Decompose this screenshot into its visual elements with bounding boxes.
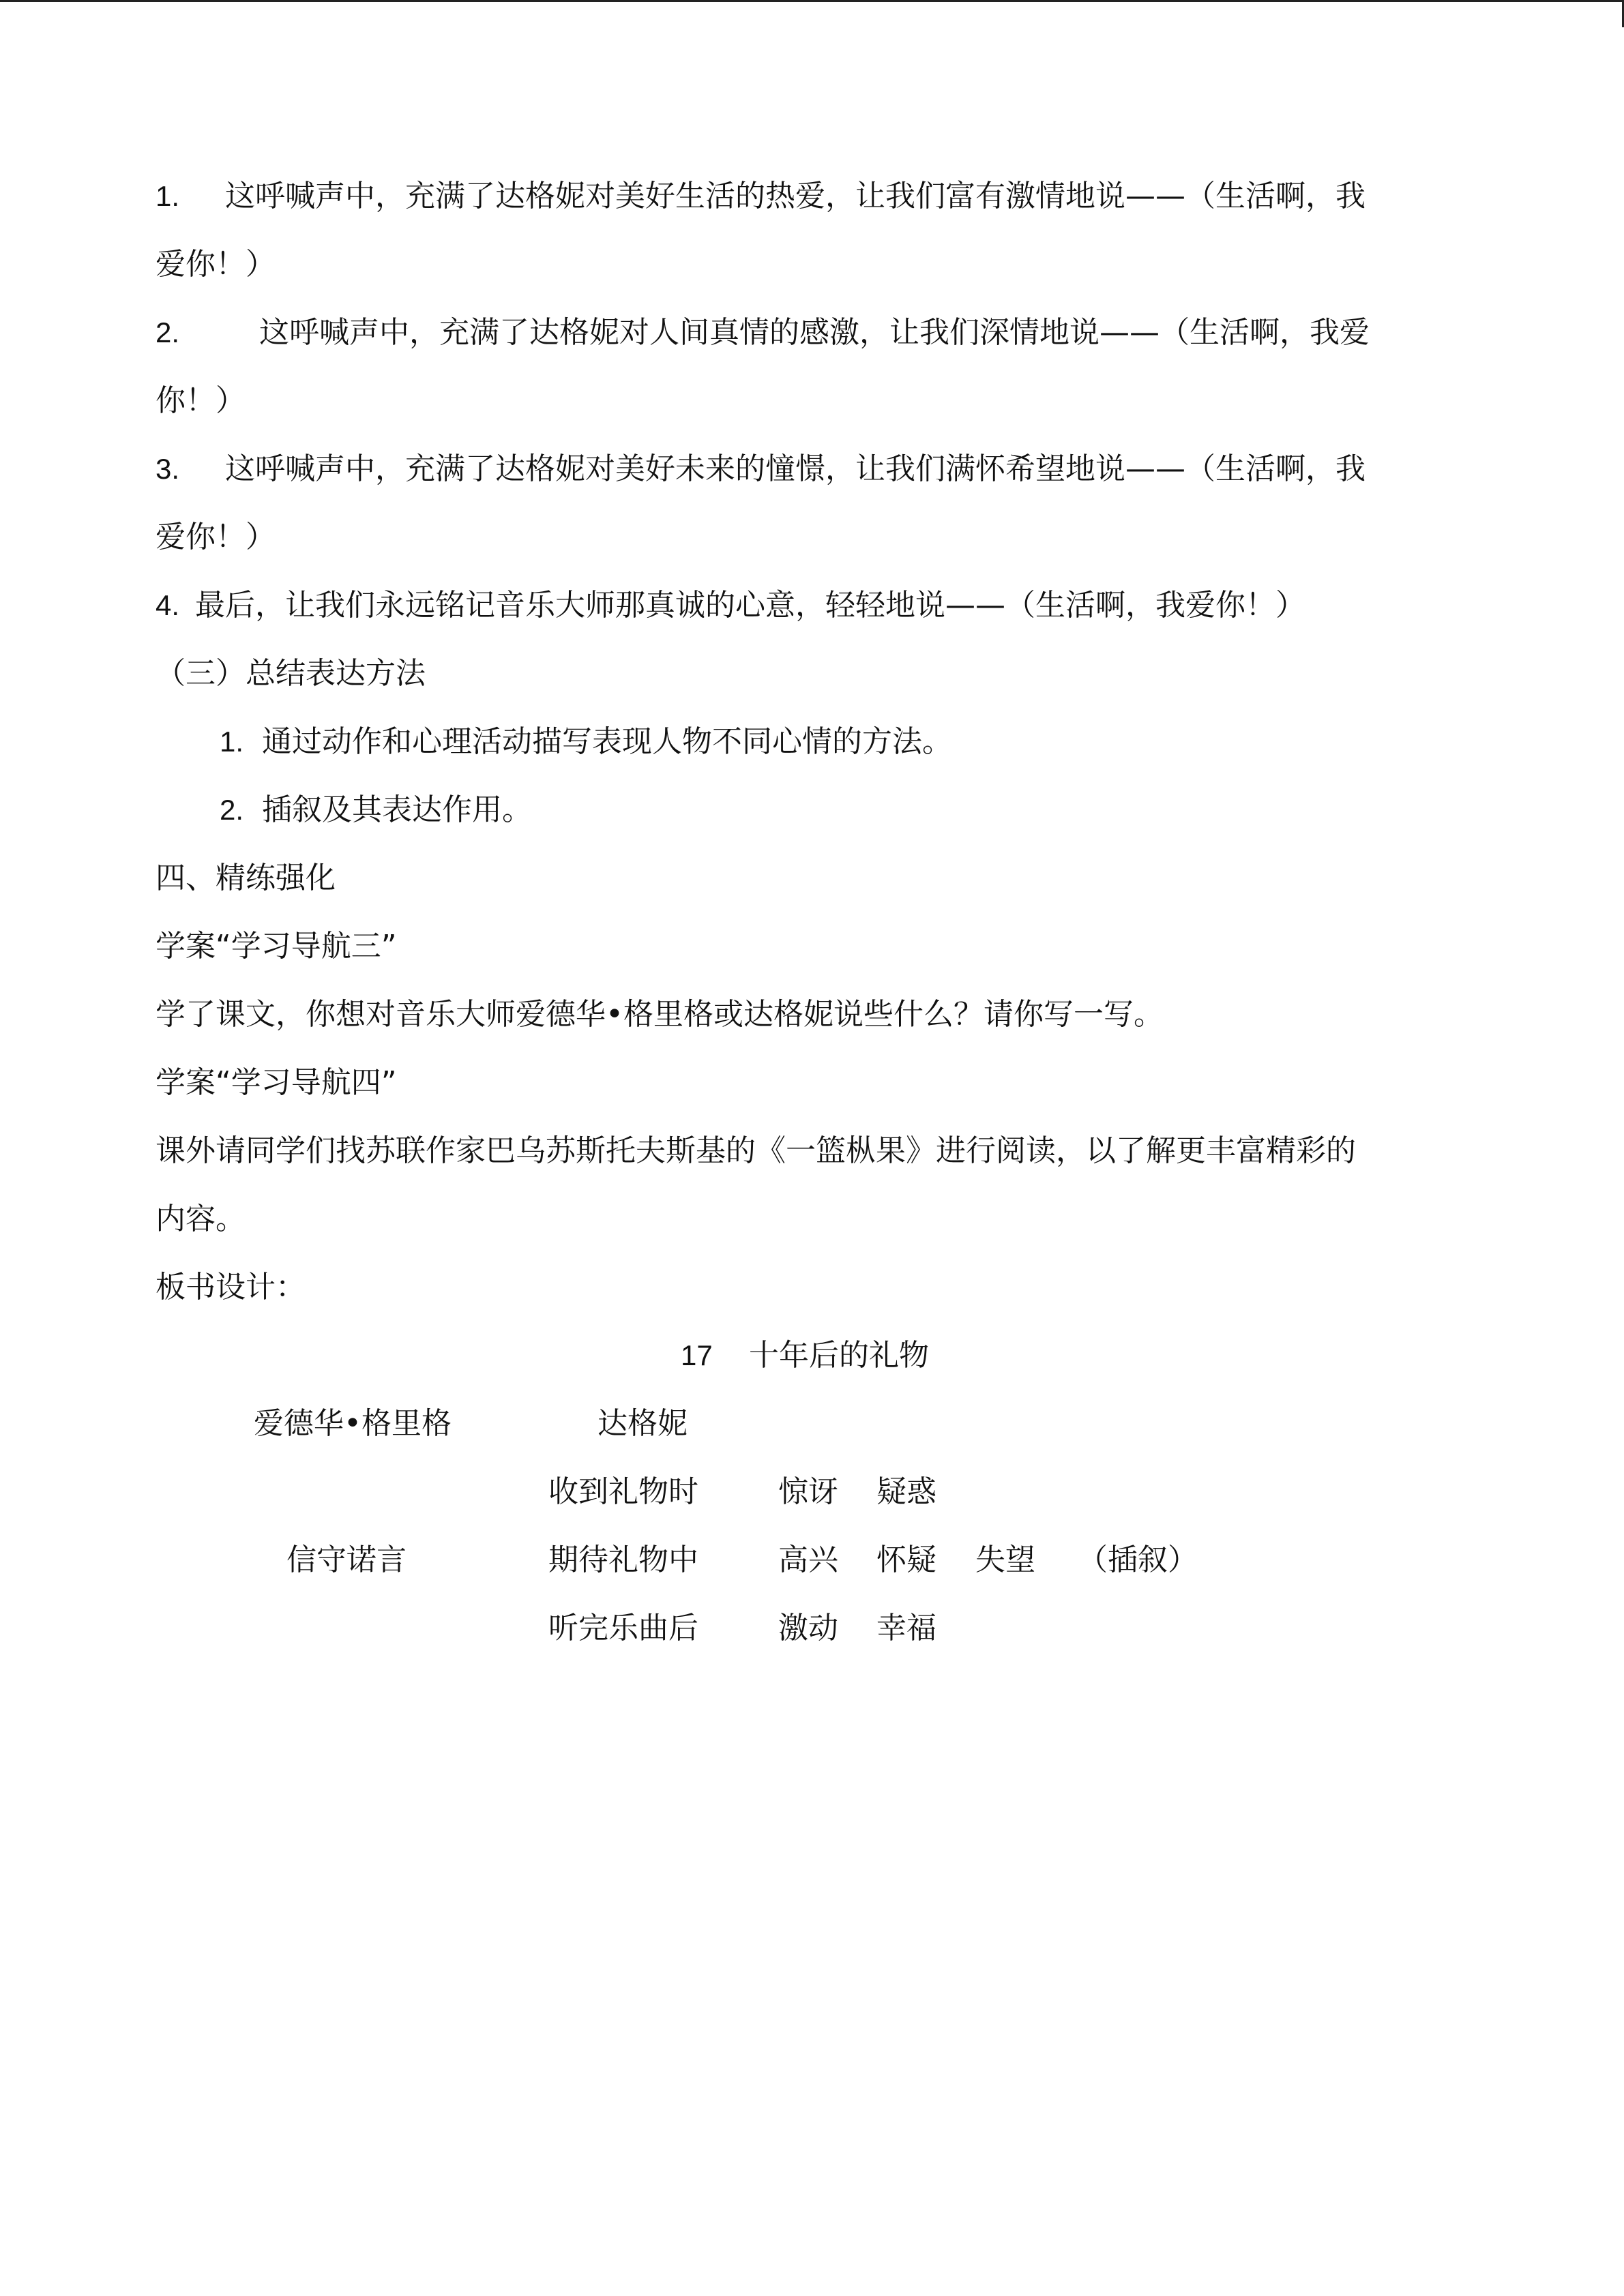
- section-three-point-2: [220, 790, 532, 831]
- board-left-heading: 爱德华•格里格: [254, 1406, 452, 1441]
- board-row-2-note: （插叙）: [1078, 1542, 1198, 1577]
- item-4-line: [156, 585, 1305, 626]
- item-1-line-1: [156, 176, 1365, 217]
- nav-three-text: 学了课文，你想对音乐大师爱德华•格里格或达格妮说些什么？请你写一写。: [156, 997, 1164, 1032]
- point-1-number: 1.: [220, 726, 244, 758]
- board-row-3-stage: 听完乐曲后: [548, 1611, 698, 1645]
- item-3-number: 3.: [156, 453, 180, 485]
- point-1-text: 通过动作和心理活动描写表现人物不同心情的方法。: [262, 724, 952, 759]
- board-row-1-feeling-1: 惊讶: [778, 1474, 838, 1509]
- item-1-number: 1.: [156, 180, 180, 212]
- section-three-point-1: [220, 721, 952, 762]
- page-top-border: [0, 0, 1624, 2]
- board-title-number: 17: [681, 1339, 713, 1371]
- board-row-1-feeling-2: 疑惑: [876, 1474, 936, 1509]
- board-row-3-feeling-1: 激动: [778, 1611, 838, 1645]
- item-3-line-2: [156, 517, 276, 558]
- item-2-line-2: [156, 381, 246, 421]
- item-3-text-a: 这呼喊声中，充满了达格妮对美好未来的憧憬，让我们满怀希望地说——（生活啊，我: [225, 451, 1365, 486]
- item-1-text-b: 爱你！）: [156, 247, 276, 282]
- board-title: [681, 1335, 929, 1376]
- item-4-number: 4.: [156, 589, 180, 621]
- board-row-1-stage: 收到礼物时: [548, 1474, 698, 1509]
- board-label: 板书设计：: [156, 1270, 306, 1304]
- section-three-heading: （三）总结表达方法: [156, 656, 426, 691]
- item-4-text: 最后，让我们永远铭记音乐大师那真诚的心意，轻轻地说——（生活啊，我爱你！）: [195, 588, 1305, 623]
- item-1-line-2: [156, 244, 276, 285]
- board-row-2-feeling-2: 怀疑: [876, 1542, 936, 1577]
- nav-four-label: 学案“学习导航四”: [156, 1065, 397, 1100]
- board-row-2-feeling-3: 失望: [975, 1542, 1035, 1577]
- board-left-value: 信守诺言: [286, 1542, 407, 1577]
- item-2-text-b: 你！）: [156, 383, 246, 418]
- item-2-text-a: 这呼喊声中，充满了达格妮对人间真情的感激，让我们深情地说——（生活啊，我爱: [259, 315, 1370, 350]
- board-row-2-stage: 期待礼物中: [548, 1542, 698, 1577]
- section-four-heading: 四、精练强化: [156, 861, 336, 895]
- item-1-text-a: 这呼喊声中，充满了达格妮对美好生活的热爱，让我们富有激情地说——（生活啊，我: [225, 179, 1365, 213]
- item-3-text-b: 爱你！）: [156, 520, 276, 554]
- board-row-3-feeling-2: 幸福: [876, 1611, 936, 1645]
- board-mid-heading: 达格妮: [597, 1406, 688, 1441]
- item-3-line-1: [156, 449, 1365, 490]
- point-2-text: 插叙及其表达作用。: [262, 792, 532, 827]
- nav-four-text-b: 内容。: [156, 1202, 246, 1236]
- item-2-number: 2.: [156, 316, 180, 348]
- board-title-text: 十年后的礼物: [749, 1338, 929, 1373]
- nav-three-label: 学案“学习导航三”: [156, 929, 397, 964]
- point-2-number: 2.: [220, 794, 244, 826]
- item-2-line-1: [156, 312, 1370, 353]
- board-row-2-feeling-1: 高兴: [778, 1542, 838, 1577]
- nav-four-text-a: 课外请同学们找苏联作家巴乌苏斯托夫斯基的《一篮枞果》进行阅读，以了解更丰富精彩的: [156, 1133, 1356, 1168]
